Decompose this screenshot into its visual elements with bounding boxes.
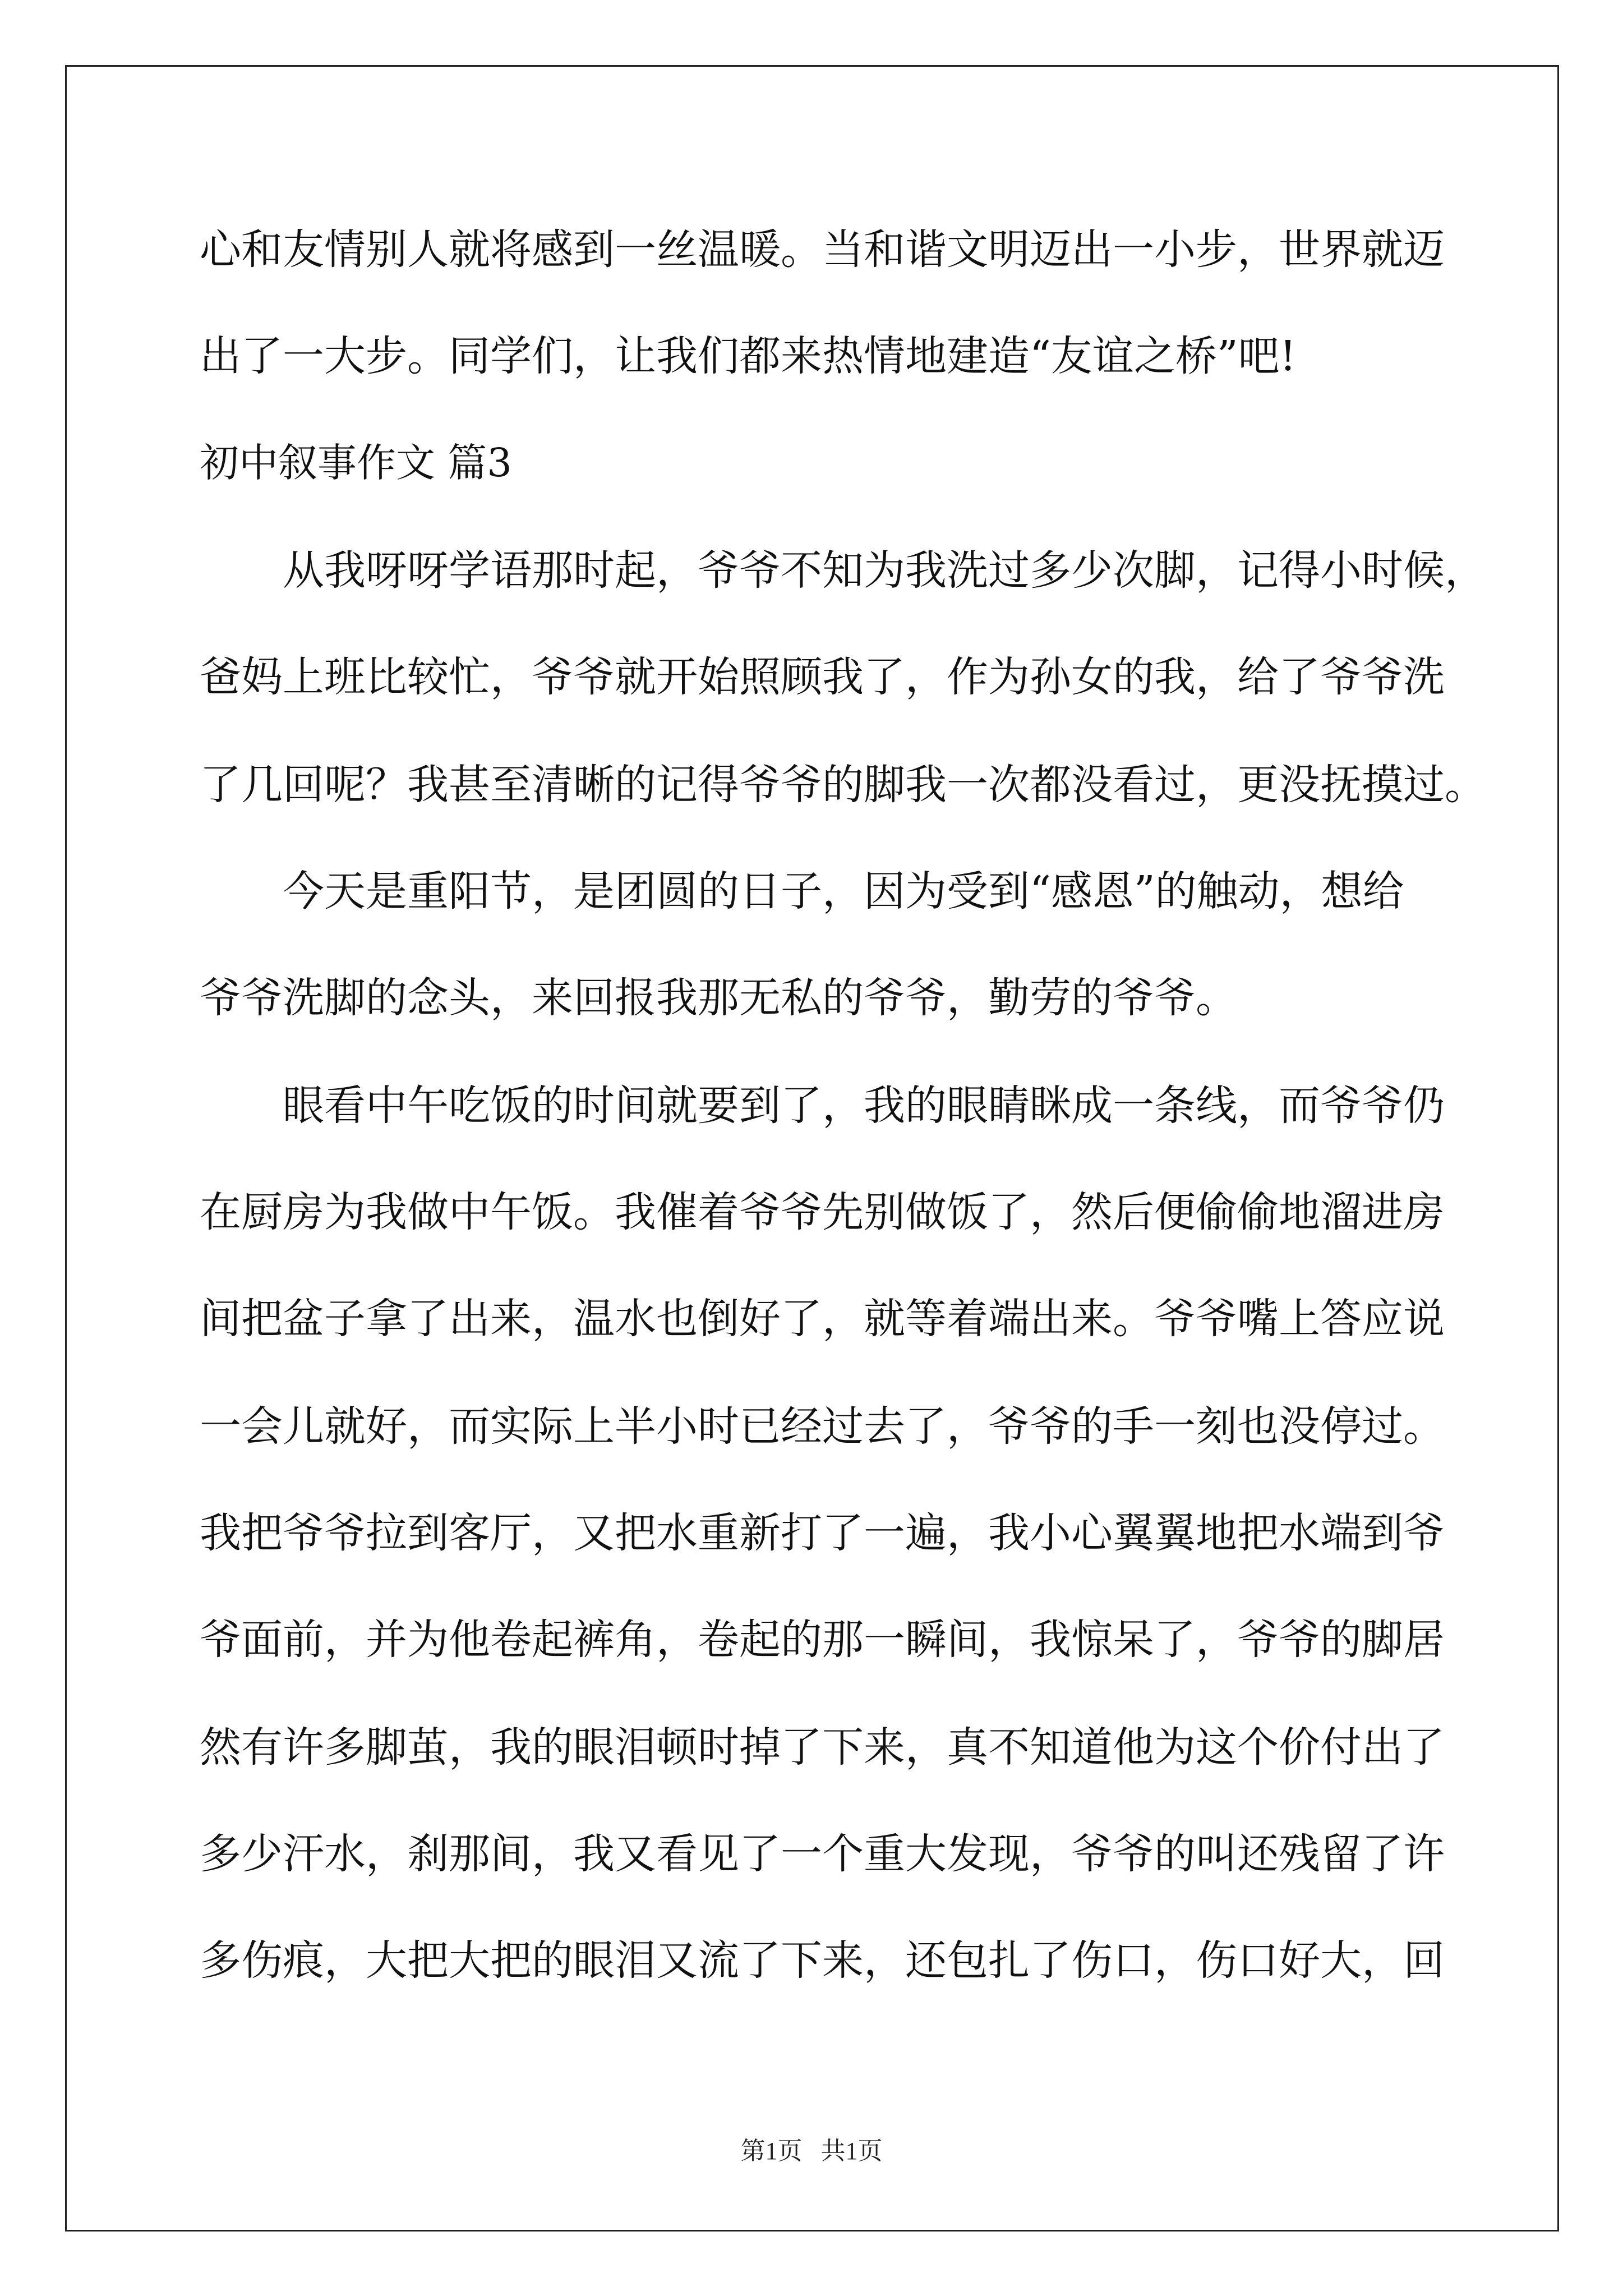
text-line: 心和友情别人就将感到一丝温暖。当和谐文明迈出一小步，世界就迈 [200,226,1445,274]
text-line: 我把爷爷拉到客厅，又把水重新打了一遍，我小心翼翼地把水端到爷 [200,1509,1445,1557]
text-line: 了几回呢？我甚至清晰的记得爷爷的脚我一次都没看过，更没抚摸过。 [200,761,1486,809]
text-line: 多伤痕，大把大把的眼泪又流了下来，还包扎了伤口，伤口好大，回 [200,1936,1445,1985]
text-line: 爷面前，并为他卷起裤角，卷起的那一瞬间，我惊呆了，爷爷的脚居 [200,1616,1445,1664]
text-line: 在厨房为我做中午饭。我催着爷爷先别做饭了，然后便偷偷地溜进房 [200,1188,1445,1236]
text-line: 出了一大步。同学们，让我们都来热情地建造“友谊之桥”吧! [200,332,1297,380]
paragraph-line: 今天是重阳节，是团圆的日子，因为受到“感恩”的触动，想给 [283,867,1404,915]
text-line: 一会儿就好，而实际上半小时已经过去了，爷爷的手一刻也没停过。 [200,1402,1445,1451]
text-line: 多少汗水，刹那间，我又看见了一个重大发现，爷爷的叫还残留了许 [200,1830,1445,1878]
page-border [65,65,1559,2231]
section-heading: 初中叙事作文 篇3 [200,440,512,486]
page-total: 共1页 [820,2137,883,2165]
page-number: 第1页 [740,2137,803,2165]
paragraph-line: 眼看中午吃饭的时间就要到了，我的眼睛眯成一条线，而爷爷仍 [283,1082,1445,1130]
page-footer [0,2131,1623,2166]
text-line: 爷爷洗脚的念头，来回报我那无私的爷爷，勤劳的爷爷。 [200,974,1237,1022]
text-line: 爸妈上班比较忙，爷爷就开始照顾我了，作为孙女的我，给了爷爷洗 [200,653,1445,701]
text-line: 间把盆子拿了出来，温水也倒好了，就等着端出来。爷爷嘴上答应说 [200,1295,1445,1343]
paragraph-line: 从我呀呀学语那时起，爷爷不知为我洗过多少次脚，记得小时候， [283,546,1486,595]
text-line: 然有许多脚茧，我的眼泪顿时掉了下来，真不知道他为这个价付出了 [200,1723,1445,1772]
